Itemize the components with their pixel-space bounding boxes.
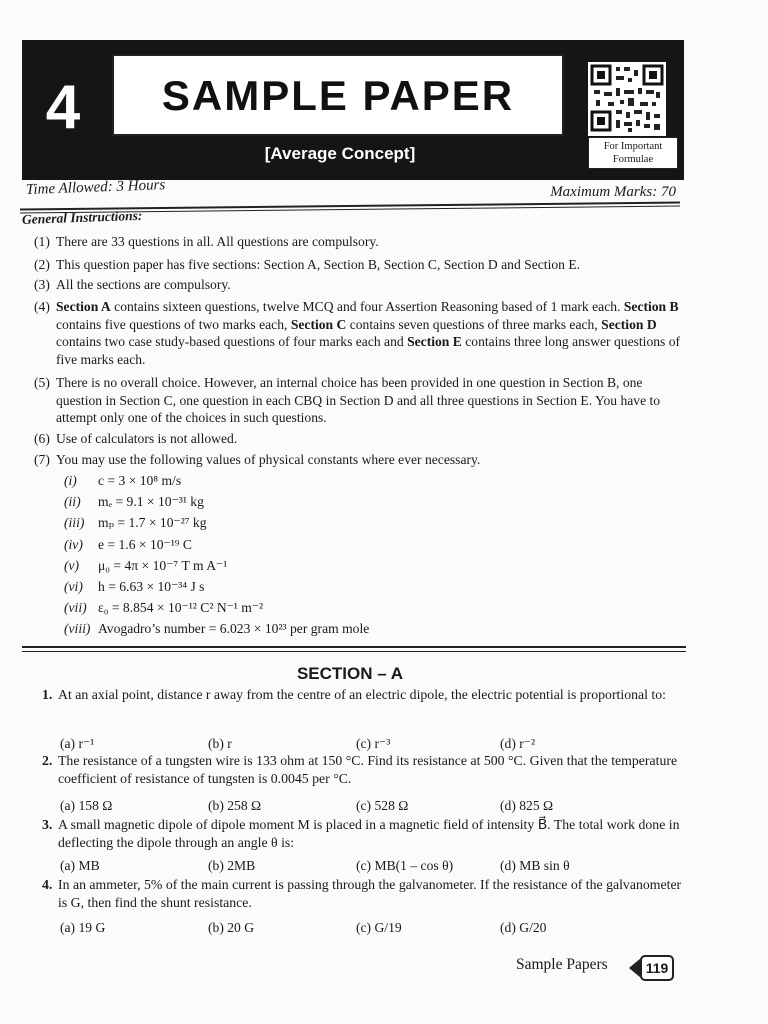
constant-item: (iv) e = 1.6 × 10⁻¹⁹ C [64, 537, 193, 552]
maximum-marks: Maximum Marks: 70 [550, 184, 676, 200]
instruction-item: (3) All the sections are compulsory. [34, 277, 231, 292]
general-instructions-heading: General Instructions: [21, 207, 143, 227]
section-title: SECTION – A [296, 664, 404, 683]
constant-item: (viii) Avogadro’s number = 6.023 × 10²³ per gram mole [64, 621, 370, 636]
time-allowed: Time Allowed: 3 Hours [25, 177, 166, 198]
option[interactable]: (d) 825 Ω [500, 798, 554, 813]
option[interactable]: (d) MB sin θ [500, 858, 570, 873]
option[interactable]: (b) 20 G [208, 920, 255, 935]
instruction-item: (4) Section A contains sixteen questions, twelve MCQ and four Assertion Reasoning based of 1 mark each. Section B contains five questions of two marks each, Section C contains seven questions of three marks each, Section D contains two case study-based questions of four marks each and Section E contains three long answer questions of five marks each. [34, 299, 681, 367]
chapter-number: 4 [45, 73, 81, 142]
constant-item: (ii) mₑ = 9.1 × 10⁻³¹ kg [64, 494, 204, 509]
page-subtitle: [Average Concept] [264, 144, 416, 163]
option[interactable]: (a) r⁻¹ [60, 736, 95, 751]
constant-item: (vi) h = 6.63 × 10⁻³⁴ J s [64, 579, 205, 594]
page-title: SAMPLE PAPER [161, 72, 515, 119]
option[interactable]: (d) r⁻² [500, 736, 536, 751]
instruction-item: (2) This question paper has five sections: Section A, Section B, Section C, Section D and Section E. [34, 257, 581, 272]
option[interactable]: (b) r [208, 736, 232, 751]
constant-item: (vii) ε₀ = 8.854 × 10⁻¹² C² N⁻¹ m⁻² [64, 600, 264, 615]
question: 3. A small magnetic dipole of dipole moment M is placed in a magnetic field of intensity B⃗. The total work done in deflecting the dipole through an angle θ is: [42, 817, 680, 850]
footer-label: Sample Papers [516, 956, 608, 973]
option[interactable]: (a) MB [60, 858, 100, 873]
option[interactable]: (c) MB(1 – cos θ) [356, 858, 454, 873]
option[interactable]: (a) 19 G [60, 920, 106, 935]
instruction-item: (5) There is no overall choice. However, an internal choice has been provided in one question in Section B, one question in Section C, one question in each CBQ in Section D and all three questions in Section E. You have to attempt only one of the choices in such questions. [34, 375, 661, 425]
option[interactable]: (c) G/19 [356, 920, 402, 935]
instruction-item: (6) Use of calculators is not allowed. [34, 431, 238, 446]
qr-code-icon[interactable] [588, 62, 666, 136]
option[interactable]: (b) 2MB [208, 858, 256, 873]
instruction-item: (1) There are 33 questions in all. All questions are compulsory. [34, 234, 379, 249]
constant-item: (v) μ₀ = 4π × 10⁻⁷ T m A⁻¹ [64, 558, 228, 573]
constant-item: (i) c = 3 × 10⁸ m/s [64, 473, 182, 488]
question: 4. In an ammeter, 5% of the main current is passing through the galvanometer. If the resistance of the galvanometer is G, then find the shunt resistance. [42, 877, 682, 910]
option[interactable]: (b) 258 Ω [208, 798, 262, 813]
question: 1. At an axial point, distance r away from the centre of an electric dipole, the electric potential is proportional to: [42, 687, 666, 702]
divider [22, 651, 686, 652]
constant-item: (iii) mₚ = 1.7 × 10⁻²⁷ kg [64, 515, 207, 530]
question: 2. The resistance of a tungsten wire is 133 ohm at 150 °C. Find its resistance at 500 °C. Given that the temperature coefficient of resistance of tungsten is 0.0045 per °C. [42, 753, 678, 786]
qr-caption: For Important Formulae [588, 137, 678, 169]
option[interactable]: (c) 528 Ω [356, 798, 409, 813]
option[interactable]: (d) G/20 [500, 920, 547, 935]
instruction-item: (7) You may use the following values of physical constants where ever necessary. [34, 452, 481, 467]
page-number: 119 [640, 955, 674, 981]
option[interactable]: (c) r⁻³ [356, 736, 391, 751]
divider [22, 646, 686, 648]
title-box [112, 54, 564, 136]
option[interactable]: (a) 158 Ω [60, 798, 113, 813]
